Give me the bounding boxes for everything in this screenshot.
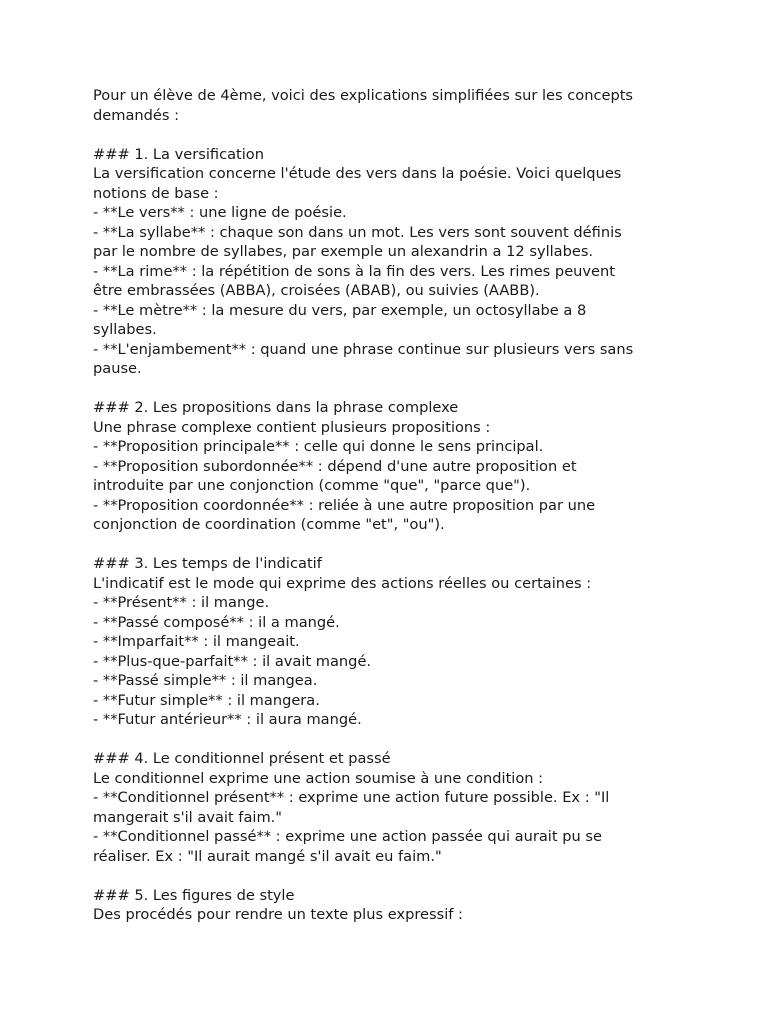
- paragraph-gap: [93, 125, 683, 145]
- text-line: réaliser. Ex : "Il aurait mangé s'il avait eu faim.": [93, 847, 442, 865]
- text-line: Le conditionnel exprime une action soumise à une condition :: [93, 769, 544, 787]
- text-line: demandés :: [93, 106, 180, 124]
- text-line: notions de base :: [93, 184, 219, 202]
- text-line: Des procédés pour rendre un texte plus expressif :: [93, 906, 463, 923]
- section-conditionnel: [93, 749, 683, 866]
- text-line: L'indicatif est le mode qui exprime des actions réelles ou certaines :: [93, 574, 592, 592]
- paragraph-gap: [93, 730, 683, 750]
- text-line: - **Proposition principale** : celle qui donne le sens principal.: [93, 438, 544, 455]
- section-heading: ### 2. Les propositions dans la phrase complexe: [93, 399, 459, 416]
- section-heading: ### 3. Les temps de l'indicatif: [93, 555, 322, 572]
- section-heading: ### 1. La versification: [93, 145, 264, 163]
- text-line: - **Passé composé** : il a mangé.: [93, 613, 340, 631]
- paragraph-gap: [93, 379, 683, 399]
- text-line: - **Le vers** : une ligne de poésie.: [93, 204, 347, 221]
- text-line: introduite par une conjonction (comme "que", "parce que").: [93, 477, 531, 494]
- text-line: par le nombre de syllabes, par exemple un alexandrin a 12 syllabes.: [93, 243, 594, 260]
- text-line: - **Passé simple** : il mangea.: [93, 672, 318, 689]
- section-figures-de-style: [93, 886, 683, 925]
- paragraph-gap: [93, 866, 683, 886]
- text-line: pause.: [93, 360, 142, 377]
- text-line: mangerait s'il avait faim.": [93, 808, 283, 826]
- text-line: syllabes.: [93, 321, 157, 338]
- text-line: - **Futur antérieur** : il aura mangé.: [93, 711, 362, 728]
- text-line: conjonction de coordination (comme "et", "ou").: [93, 516, 445, 533]
- text-line: Une phrase complexe contient plusieurs propositions :: [93, 418, 491, 436]
- section-indicatif: [93, 554, 683, 730]
- text-line: - **La rime** : la répétition de sons à la fin des vers. Les rimes peuvent: [93, 262, 616, 280]
- text-line: Pour un élève de 4ème, voici des explications simplifiées sur les concepts: [93, 87, 634, 104]
- text-line: - **Le mètre** : la mesure du vers, par exemple, un octosyllabe a 8: [93, 301, 587, 319]
- intro-paragraph: [93, 86, 683, 125]
- paragraph-gap: [93, 535, 683, 555]
- text-line: - **Imparfait** : il mangeait.: [93, 633, 300, 650]
- text-line: La versification concerne l'étude des vers dans la poésie. Voici quelques: [93, 165, 622, 182]
- text-line: - **Conditionnel passé** : exprime une action passée qui aurait pu se: [93, 828, 602, 845]
- text-line: - **L'enjambement** : quand une phrase continue sur plusieurs vers sans: [93, 340, 634, 358]
- text-line: - **Futur simple** : il mangera.: [93, 691, 320, 709]
- text-line: - **Proposition subordonnée** : dépend d'une autre proposition et: [93, 457, 577, 475]
- text-line: - **Plus-que-parfait** : il avait mangé.: [93, 652, 372, 670]
- section-propositions: [93, 398, 683, 535]
- section-heading: ### 4. Le conditionnel présent et passé: [93, 750, 391, 767]
- text-line: - **Conditionnel présent** : exprime une action future possible. Ex : "Il: [93, 789, 610, 806]
- section-heading: ### 5. Les figures de style: [93, 886, 295, 904]
- text-line: - **La syllabe** : chaque son dans un mot. Les vers sont souvent définis: [93, 223, 622, 241]
- section-versification: [93, 145, 683, 379]
- document-body: [93, 86, 683, 925]
- text-line: - **Présent** : il mange.: [93, 594, 270, 611]
- text-line: être embrassées (ABBA), croisées (ABAB), ou suivies (AABB).: [93, 282, 540, 299]
- text-line: - **Proposition coordonnée** : reliée à une autre proposition par une: [93, 496, 596, 514]
